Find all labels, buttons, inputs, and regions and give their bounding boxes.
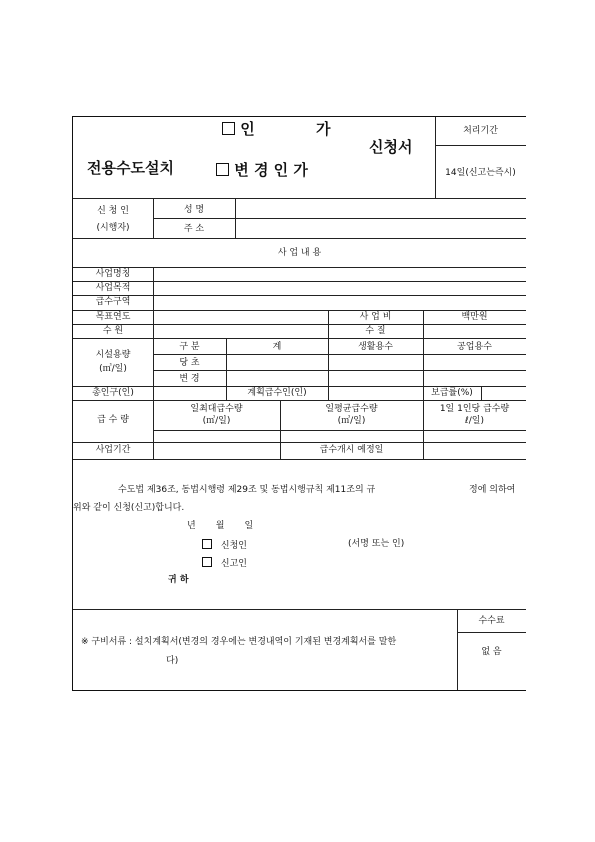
fee-value: 없 음	[481, 647, 502, 657]
application-form	[72, 116, 526, 691]
reporter-sign-row	[202, 557, 247, 570]
checkbox-approval[interactable]	[222, 122, 235, 135]
supply-max-unit: (㎥/일)	[202, 416, 231, 426]
processing-value: 14일(신고는즉시)	[445, 168, 516, 178]
supply-label: 급 수 량	[97, 415, 129, 425]
name-field[interactable]	[236, 199, 525, 217]
title-option-change-label: 변 경 인 가	[234, 161, 308, 179]
capacity-header-type: 구 분	[179, 342, 200, 352]
capacity-row-original: 당 초	[179, 358, 200, 368]
supply-per-capita-unit: ℓ/일)	[465, 416, 484, 426]
applicant-sublabel: (시행자)	[96, 223, 130, 233]
checkbox-reporter[interactable]	[202, 557, 212, 567]
intake-label: 수 질	[365, 326, 386, 336]
declaration-date: 년 월 일	[187, 521, 254, 531]
water-source-label: 수 원	[102, 326, 124, 336]
applicant-label: 신 청 인	[97, 206, 129, 216]
title-option-change	[216, 161, 308, 179]
target-year-label: 목표연도	[95, 312, 131, 322]
capacity-unit: (㎥/일)	[99, 364, 127, 374]
address-field[interactable]	[236, 219, 525, 237]
title-suffix: 신청서	[369, 138, 413, 156]
addressee-suffix: 귀 하	[168, 575, 189, 585]
population-planned-label: 계획급수인(인)	[247, 388, 307, 398]
title-option-approval	[222, 120, 359, 138]
checkbox-change[interactable]	[216, 163, 229, 176]
business-purpose-label: 사업목적	[95, 283, 131, 293]
name-label: 성 명	[183, 205, 205, 215]
declaration-line2: 위와 같이 신청(신고)합니다.	[73, 503, 185, 513]
reporter-sign-label: 신고인	[220, 559, 247, 569]
supply-area-label: 급수구역	[95, 297, 131, 307]
project-cost-label: 사 업 비	[359, 312, 392, 322]
processing-label: 처리기간	[463, 126, 498, 136]
title-option-approval-label: 인 가	[240, 120, 359, 138]
cost-unit: 백만원	[461, 312, 488, 322]
supply-avg-unit: (㎥/일)	[337, 416, 366, 426]
declaration-line1b: 정에 의하여	[469, 485, 516, 495]
supply-per-capita-label: 1일 1인당 급수량	[439, 404, 510, 414]
population-total-label: 총인구(인)	[92, 388, 134, 398]
capacity-row-changed: 변 경	[179, 374, 200, 384]
population-rate-label: 보급률(%)	[431, 388, 473, 398]
supply-start-label: 급수개시 예정일	[319, 445, 384, 455]
sign-instruction: (서명 또는 인)	[348, 539, 405, 549]
checkbox-applicant[interactable]	[202, 539, 212, 549]
business-header: 사 업 내 용	[277, 248, 322, 258]
applicant-sign-label: 신청인	[220, 541, 247, 551]
required-documents-cont: 다)	[166, 656, 179, 666]
supply-avg-label: 일평균급수량	[325, 404, 378, 414]
declaration-line1: 수도법 제36조, 동법시행령 제29조 및 동법시행규칙 제11조의 규	[118, 485, 376, 495]
address-label: 주 소	[183, 224, 205, 234]
capacity-header-industrial: 공업용수	[457, 342, 492, 352]
required-documents: ※ 구비서류 : 설치계획서(변경의 경우에는 변경내역이 기재된 변경계획서를 말한	[81, 637, 397, 647]
business-name-label: 사업명칭	[95, 269, 131, 279]
fee-label: 수수료	[478, 616, 505, 626]
capacity-header-living: 생활용수	[358, 342, 393, 352]
title-main: 전용수도설치	[87, 159, 174, 177]
supply-max-label: 일최대급수량	[190, 404, 243, 414]
applicant-sign-row	[202, 539, 247, 552]
capacity-header-total: 계	[272, 342, 282, 352]
capacity-label: 시설용량	[95, 350, 131, 360]
period-label: 사업기간	[95, 445, 131, 455]
